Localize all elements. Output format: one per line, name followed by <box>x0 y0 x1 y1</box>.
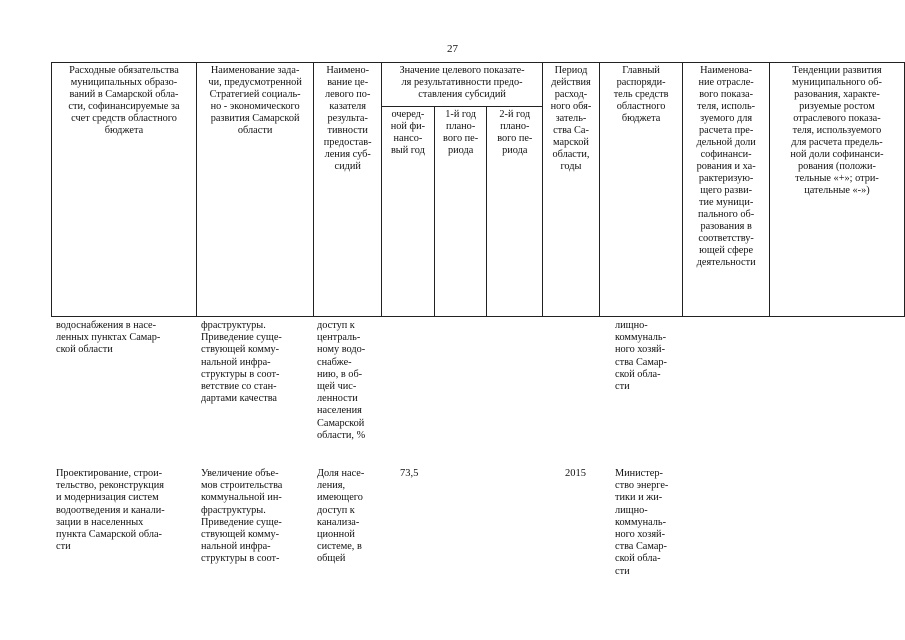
page-number: 27 <box>447 43 458 55</box>
header-cell-second-plan-year: 2-й год плано- вого пе- риода <box>487 107 543 317</box>
header-cell-trends: Тенденции развития муниципального об- разования, характе- ризуемые ростом отраслевого показа- теля, используемого для расчета предель- ной доли софинанси- рования (положи- тельные «+»; отри- цательные «-») <box>769 63 904 317</box>
row1-task-text: фраструктуры. Приведение суще- ствующей комму- нальной инфра- структуры в соот- ветствие со стан- дартами качества <box>201 320 282 405</box>
header-cell-indicator-name: Наимено- вание це- левого по- казателя результа- тивности предостав- ления суб- сидий <box>314 63 382 317</box>
row2-manager-text: Министер- ство энерге- тики и жи- лищно- коммуналь- ного хозяй- ства Самар- ской обла- сти <box>615 468 669 577</box>
header-cell-expense-obligations: Расходные обязательства муниципальных образо- ваний в Самарской обла- сти, софинансируемые за счет средств областного бюджета <box>52 63 197 317</box>
row1-expense-text: водоснабжения в насе- ленных пунктах Самар- ской области <box>56 320 161 356</box>
header-cell-task-name: Наименование зада- чи, предусмотренной Стратегией социаль- но - экономического развития Самарской области <box>196 63 313 317</box>
row2-expense-text: Проектирование, строи- тельство, реконструкция и модернизация систем водоотведения и канали- зации в населенных пункта Самарской обла- сти <box>56 468 165 553</box>
row2-next-year-value: 73,5 <box>400 468 419 479</box>
header-cell-first-plan-year: 1-й год плано- вого пе- риода <box>434 107 487 317</box>
table-header <box>51 62 905 317</box>
row1-indicator-text: доступ к централь- ному водо- снабже- нию, в об- щей чис- ленности населения Самарской области, % <box>317 320 366 441</box>
header-cell-period: Период действия расход- ного обя- затель- ства Са- марской области, годы <box>543 63 600 317</box>
row2-period-value: 2015 <box>565 468 586 479</box>
header-cell-target-value-group: Значение целевого показате- ля результативности предо- ставления субсидий <box>382 63 543 107</box>
header-cell-next-year: очеред- ной фи- нансо- вый год <box>382 107 435 317</box>
row2-indicator-text: Доля насе- ления, имеющего доступ к канализа- ционной системе, в общей <box>317 468 365 565</box>
row1-manager-text: лищно- коммуналь- ного хозяй- ства Самар- ской обла- сти <box>615 320 667 393</box>
header-cell-sector-indicator: Наименова- ние отрасле- вого показа- теля, исполь- зуемого для расчета пре- дельной доли софинанси- рования и ха- рактеризую- щего разви- тие муници- пального об- разования в соответству- ющей сфере деятельности <box>683 63 770 317</box>
row2-task-text: Увеличение объе- мов строительства коммунальной ин- фраструктуры. Приведение суще- ствующей комму- нальной инфра- структуры в соот- <box>201 468 283 565</box>
header-cell-main-manager: Главный распоряди- тель средств областного бюджета <box>599 63 682 317</box>
